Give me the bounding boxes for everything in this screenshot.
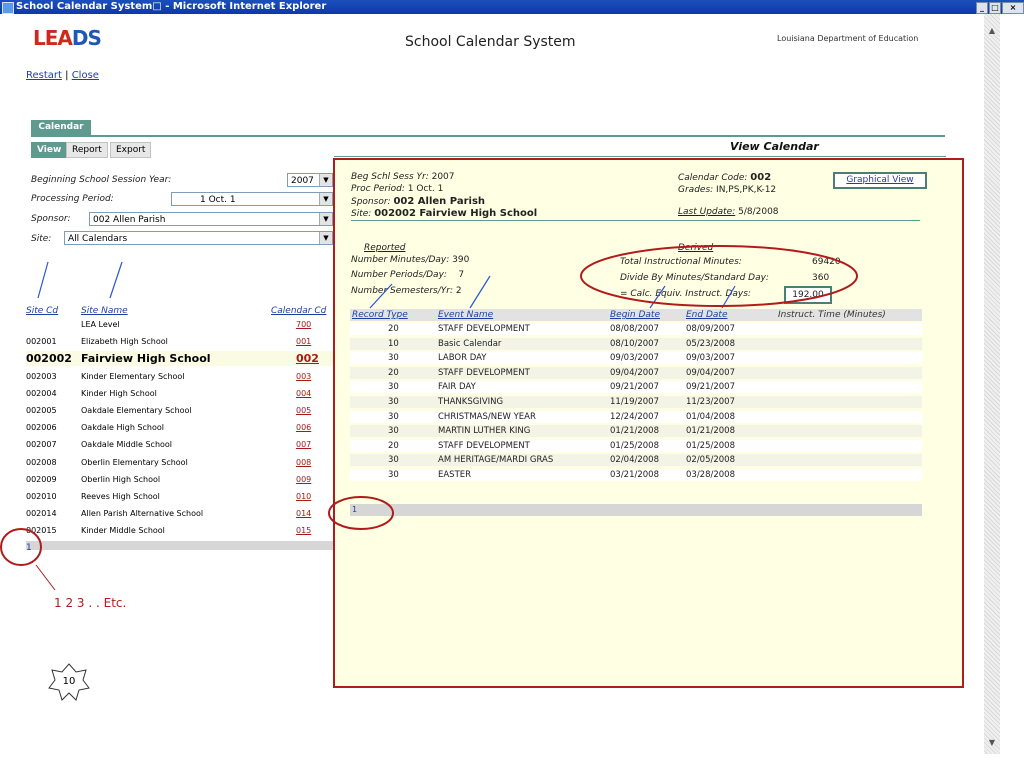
sponsor-info: Sponsor: 002 Allen Parish <box>351 196 486 207</box>
event-type: 30 <box>388 353 399 364</box>
link-separator: | <box>65 70 69 81</box>
calendar-code-link[interactable]: 005 <box>296 406 312 415</box>
close-link[interactable]: Close <box>71 70 99 81</box>
subtab-report[interactable]: Report <box>66 142 108 158</box>
col-event-name[interactable]: Event Name <box>438 310 494 320</box>
chevron-down-icon: ▼ <box>319 174 332 186</box>
org-name: Louisiana Department of Education <box>777 34 919 43</box>
event-name: MARTIN LUTHER KING <box>438 426 531 437</box>
maximize-button[interactable]: □ <box>989 2 1001 14</box>
grades-info: Grades: IN,PS,PK,K-12 <box>678 185 777 195</box>
arrow-event-name <box>470 276 490 308</box>
col-calendar-cd[interactable]: Calendar Cd <box>271 306 327 316</box>
site-code: 002003 <box>26 371 57 381</box>
event-end: 09/03/2007 <box>686 353 735 364</box>
calendar-code-link[interactable]: 003 <box>296 371 312 381</box>
calendar-code-link[interactable]: 002 <box>296 352 319 366</box>
derived-highlight-circle <box>581 246 857 306</box>
leads-logo: LEADS <box>33 26 101 50</box>
site-name: Reeves High School <box>81 492 160 501</box>
col-site-name[interactable]: Site Name <box>81 306 128 316</box>
chevron-down-icon: ▼ <box>319 193 332 205</box>
event-end: 01/21/2008 <box>686 426 735 437</box>
restart-link[interactable]: Restart <box>26 70 62 81</box>
calendar-code-info: Calendar Code: 002 <box>678 172 772 183</box>
arrow-site-name <box>110 262 122 298</box>
site-code: 002006 <box>26 423 57 433</box>
arrow-begin-date <box>650 286 665 308</box>
site-code: 002002 <box>26 352 72 366</box>
events-pager-highlight-circle <box>329 497 393 529</box>
beg-year-info: Beg Schl Sess Yr: 2007 <box>351 172 455 182</box>
graphical-view-button[interactable]: Graphical View <box>833 172 927 189</box>
site-name: LEA Level <box>81 320 120 329</box>
year-value: 2007 <box>291 176 314 186</box>
calendar-code-link[interactable]: 010 <box>296 492 312 501</box>
site-page-number[interactable]: 1 <box>26 543 32 553</box>
minutes-per-day: Number Minutes/Day: 390 <box>351 255 470 265</box>
event-name: EASTER <box>438 470 472 480</box>
event-begin: 08/08/2007 <box>610 324 659 334</box>
site-code: 002009 <box>26 474 57 484</box>
event-begin: 02/04/2008 <box>610 455 659 466</box>
calendar-code-link[interactable]: 015 <box>296 526 312 536</box>
event-begin: 01/25/2008 <box>610 440 659 451</box>
chevron-down-icon: ▼ <box>319 213 332 225</box>
event-type: 10 <box>388 338 399 349</box>
site-code: 002010 <box>26 492 57 501</box>
site-label: Site: <box>31 234 52 244</box>
site-name: Oakdale High School <box>81 423 164 433</box>
event-name: LABOR DAY <box>438 353 487 364</box>
event-begin: 09/03/2007 <box>610 353 659 364</box>
col-end-date[interactable]: End Date <box>686 310 728 320</box>
event-end: 02/05/2008 <box>686 455 735 466</box>
divide-minutes: Divide By Minutes/Standard Day: <box>620 273 769 283</box>
year-label: Beginning School Session Year: <box>31 175 172 185</box>
site-name: Oakdale Elementary School <box>81 406 192 415</box>
site-code: 002015 <box>26 526 57 536</box>
periods-per-day: Number Periods/Day: 7 <box>351 270 465 280</box>
col-site-cd[interactable]: Site Cd <box>26 306 59 316</box>
site-code: 002005 <box>26 406 57 415</box>
site-code: 002014 <box>26 509 57 519</box>
sponsor-label: Sponsor: <box>31 214 71 224</box>
period-label: Processing Period: <box>31 194 114 204</box>
close-window-button[interactable]: × <box>1002 2 1024 14</box>
calendar-code-link[interactable]: 007 <box>296 440 312 450</box>
site-code: 002004 <box>26 388 57 398</box>
calendar-code-link[interactable]: 014 <box>296 509 312 519</box>
event-begin: 12/24/2007 <box>610 411 659 422</box>
event-type: 30 <box>388 470 399 480</box>
site-name: Oakdale Middle School <box>81 440 173 450</box>
col-instruct-time: Instruct. Time (Minutes) <box>778 310 886 320</box>
sponsor-value: 002 Allen Parish <box>93 215 166 225</box>
event-name: STAFF DEVELOPMENT <box>438 367 530 378</box>
site-name: Kinder Elementary School <box>81 371 185 381</box>
pages-annotation: 1 2 3 . . Etc. <box>54 596 127 610</box>
arrow-end-date <box>722 286 735 308</box>
proc-period-info: Proc Period: 1 Oct. 1 <box>351 184 444 194</box>
subtab-export[interactable]: Export <box>110 142 151 158</box>
event-type: 30 <box>388 397 399 407</box>
divide-minutes-value: 360 <box>812 273 830 283</box>
event-type: 20 <box>388 367 399 378</box>
site-name: Kinder High School <box>81 388 157 398</box>
equiv-days-value: 192.00 <box>784 286 832 304</box>
site-name: Fairview High School <box>81 352 211 366</box>
event-name: STAFF DEVELOPMENT <box>438 324 530 334</box>
tab-calendar[interactable]: Calendar <box>31 120 91 135</box>
calendar-code-link[interactable]: 006 <box>296 423 312 433</box>
event-end: 01/04/2008 <box>686 411 735 422</box>
event-type: 30 <box>388 382 399 393</box>
event-end: 05/23/2008 <box>686 338 735 349</box>
event-begin: 09/04/2007 <box>610 367 659 378</box>
window-title: School Calendar System□ - Microsoft Internet Explorer <box>16 1 327 12</box>
col-begin-date[interactable]: Begin Date <box>610 310 661 320</box>
event-end: 09/04/2007 <box>686 367 735 378</box>
calendar-code-link[interactable]: 008 <box>296 457 312 467</box>
col-record-type[interactable]: Record Type <box>352 310 408 320</box>
event-name: AM HERITAGE/MARDI GRAS <box>438 455 554 466</box>
event-type: 20 <box>388 440 399 451</box>
calendar-code-link[interactable]: 004 <box>296 388 312 398</box>
event-type: 30 <box>388 411 399 422</box>
equiv-days: = Calc. Equiv. Instruct. Days: <box>620 289 751 299</box>
event-end: 09/21/2007 <box>686 382 735 393</box>
event-name: Basic Calendar <box>438 338 502 349</box>
site-name: Allen Parish Alternative School <box>81 509 204 519</box>
event-type: 20 <box>388 324 399 334</box>
event-end: 08/09/2007 <box>686 324 735 334</box>
arrow-record-type <box>370 284 392 308</box>
arrow-site-cd <box>38 262 48 298</box>
event-name: FAIR DAY <box>438 382 476 393</box>
subtab-view[interactable]: View <box>31 142 67 158</box>
event-begin: 09/21/2007 <box>610 382 659 393</box>
calendar-code-link[interactable]: 001 <box>296 337 312 347</box>
page-number-badge: 10 <box>62 676 76 687</box>
event-type: 30 <box>388 455 399 466</box>
app-title: School Calendar System <box>405 34 576 50</box>
derived-title: Derived <box>678 243 714 253</box>
site-pager-highlight-circle <box>1 529 41 565</box>
event-end: 03/28/2008 <box>686 470 735 480</box>
site-name: Elizabeth High School <box>81 337 168 347</box>
event-end: 11/23/2007 <box>686 397 735 407</box>
event-name: CHRISTMAS/NEW YEAR <box>438 411 536 422</box>
site-code: 002001 <box>26 337 57 347</box>
events-page-number[interactable]: 1 <box>352 505 358 514</box>
total-minutes: Total Instructional Minutes: <box>620 257 742 267</box>
site-code: 002007 <box>26 440 57 450</box>
section-title: View Calendar <box>730 140 819 153</box>
period-value: 1 Oct. 1 <box>200 195 236 205</box>
site-value: All Calendars <box>68 234 128 244</box>
site-name: Oberlin High School <box>81 474 161 484</box>
reported-title: Reported <box>364 243 406 253</box>
event-name: STAFF DEVELOPMENT <box>438 440 530 451</box>
event-type: 30 <box>388 426 399 437</box>
calendar-code-link[interactable]: 700 <box>296 320 312 329</box>
site-info: Site: 002002 Fairview High School <box>351 208 538 219</box>
event-end: 01/25/2008 <box>686 440 735 451</box>
event-begin: 01/21/2008 <box>610 426 659 437</box>
minimize-button[interactable]: _ <box>976 2 988 14</box>
semesters-per-year: Number Semesters/Yr: 2 <box>351 286 462 296</box>
event-begin: 11/19/2007 <box>610 397 659 407</box>
total-minutes-value: 69420 <box>812 257 841 267</box>
chevron-down-icon: ▼ <box>319 232 332 244</box>
site-name: Kinder Middle School <box>81 526 165 536</box>
scroll-up-icon[interactable]: ▲ <box>988 26 996 35</box>
annotation-pointer-line <box>36 565 55 590</box>
event-begin: 08/10/2007 <box>610 338 659 349</box>
event-name: THANKSGIVING <box>438 397 504 407</box>
site-name: Oberlin Elementary School <box>81 457 188 467</box>
site-code: 002008 <box>26 457 57 467</box>
calendar-code-link[interactable]: 009 <box>296 474 312 484</box>
event-begin: 03/21/2008 <box>610 470 659 480</box>
scroll-down-icon[interactable]: ▼ <box>988 738 996 747</box>
last-update-info: Last Update: 5/8/2008 <box>678 207 779 217</box>
